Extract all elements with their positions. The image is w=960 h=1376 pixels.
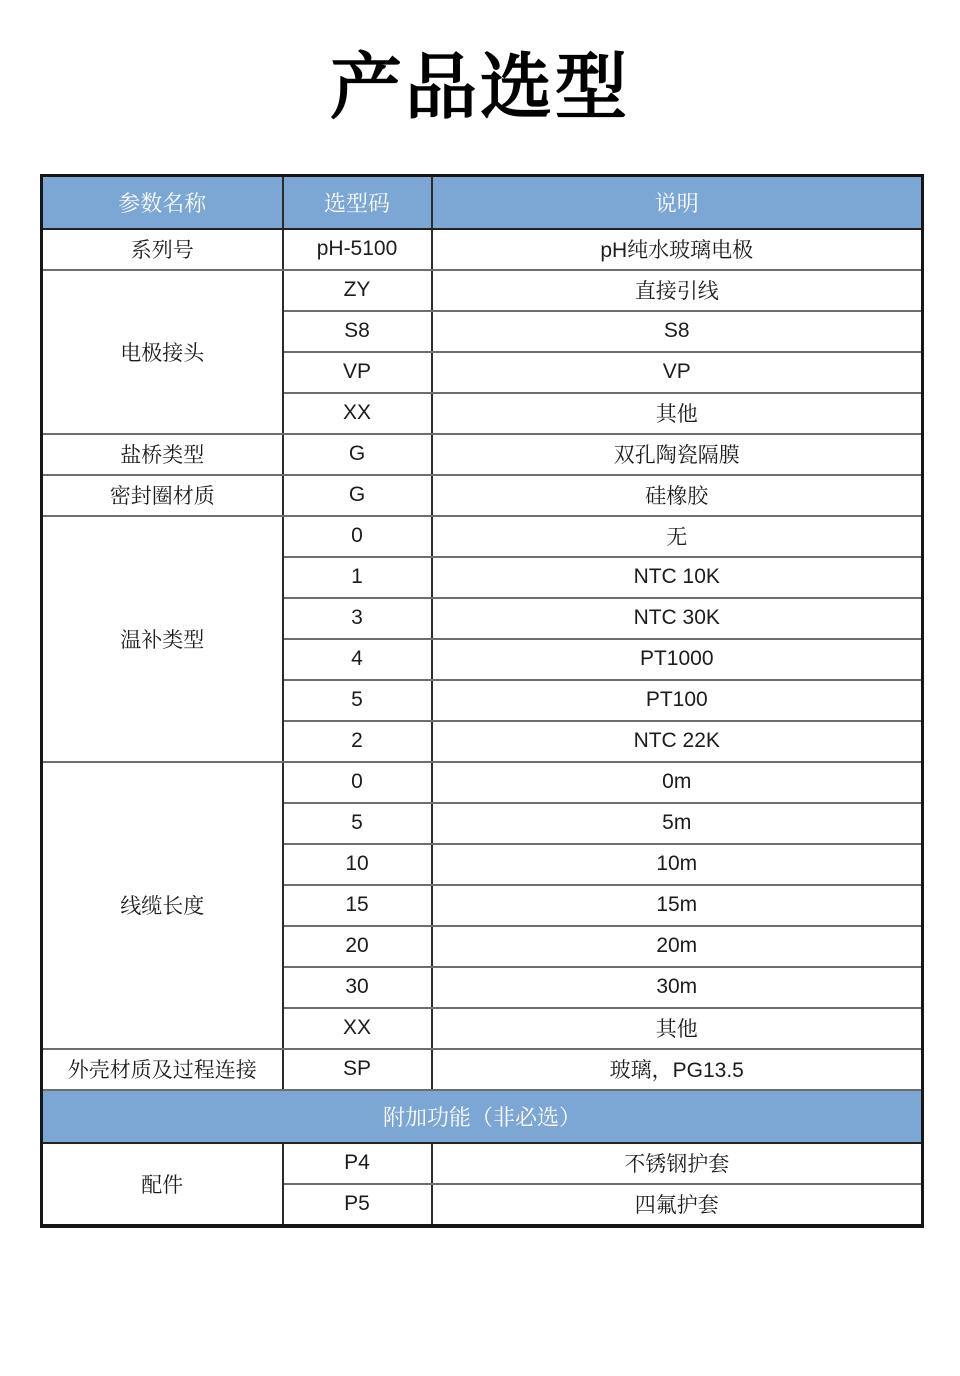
parameter-name-cell: 外壳材质及过程连接 [42, 1049, 283, 1090]
description-cell: 玻璃，PG13.5 [432, 1049, 923, 1090]
parameter-name-cell: 盐桥类型 [42, 434, 283, 475]
description-cell: 20m [432, 926, 923, 967]
description-cell: 其他 [432, 1008, 923, 1049]
selection-code-cell: 4 [283, 639, 432, 680]
selection-code-cell: XX [283, 1008, 432, 1049]
description-cell: 30m [432, 967, 923, 1008]
parameter-name-cell: 密封圈材质 [42, 475, 283, 516]
selection-code-cell: 0 [283, 762, 432, 803]
column-header-parameter-name: 参数名称 [42, 175, 283, 229]
description-cell: 15m [432, 885, 923, 926]
description-cell: 四氟护套 [432, 1184, 923, 1226]
description-cell: S8 [432, 311, 923, 352]
selection-code-cell: 0 [283, 516, 432, 557]
selection-code-cell: 20 [283, 926, 432, 967]
description-cell: 5m [432, 803, 923, 844]
selection-code-cell: G [283, 434, 432, 475]
description-cell: PT1000 [432, 639, 923, 680]
column-header-selection-code: 选型码 [283, 175, 432, 229]
selection-code-cell: 10 [283, 844, 432, 885]
selection-code-cell: pH-5100 [283, 229, 432, 270]
description-cell: NTC 10K [432, 557, 923, 598]
table-row [42, 229, 923, 270]
description-cell: 硅橡胶 [432, 475, 923, 516]
selection-code-cell: XX [283, 393, 432, 434]
selection-code-cell: S8 [283, 311, 432, 352]
selection-code-cell: P4 [283, 1143, 432, 1184]
selection-code-cell: 30 [283, 967, 432, 1008]
additional-functions-band-row [42, 1090, 923, 1143]
parameter-name-cell: 线缆长度 [42, 762, 283, 1049]
selection-code-cell: G [283, 475, 432, 516]
selection-code-cell: 3 [283, 598, 432, 639]
column-header-description: 说明 [432, 175, 923, 229]
description-cell: PT100 [432, 680, 923, 721]
table-row [42, 270, 923, 311]
selection-code-cell: ZY [283, 270, 432, 311]
description-cell: VP [432, 352, 923, 393]
product-selection-table [40, 174, 924, 1228]
parameter-name-cell: 配件 [42, 1143, 283, 1226]
table-row [42, 1049, 923, 1090]
description-cell: pH纯水玻璃电极 [432, 229, 923, 270]
selection-code-cell: 15 [283, 885, 432, 926]
description-cell: NTC 22K [432, 721, 923, 762]
description-cell: 10m [432, 844, 923, 885]
description-cell: 不锈钢护套 [432, 1143, 923, 1184]
description-cell: 0m [432, 762, 923, 803]
page [0, 42, 960, 1228]
parameter-name-cell: 电极接头 [42, 270, 283, 434]
parameter-name-cell: 系列号 [42, 229, 283, 270]
description-cell: NTC 30K [432, 598, 923, 639]
selection-code-cell: 5 [283, 803, 432, 844]
description-cell: 直接引线 [432, 270, 923, 311]
selection-code-cell: 2 [283, 721, 432, 762]
selection-code-cell: SP [283, 1049, 432, 1090]
page-title: 产品选型 [329, 48, 630, 128]
selection-code-cell: 5 [283, 680, 432, 721]
selection-code-cell: 1 [283, 557, 432, 598]
table-row [42, 762, 923, 803]
table-row [42, 434, 923, 475]
table-header-row [42, 175, 923, 229]
additional-functions-band-label: 附加功能（非必选） [42, 1090, 923, 1143]
description-cell: 双孔陶瓷隔膜 [432, 434, 923, 475]
table-row [42, 1143, 923, 1184]
parameter-name-cell: 温补类型 [42, 516, 283, 762]
description-cell: 其他 [432, 393, 923, 434]
table-body [42, 229, 923, 1226]
selection-code-cell: VP [283, 352, 432, 393]
selection-code-cell: P5 [283, 1184, 432, 1226]
table-row [42, 516, 923, 557]
description-cell: 无 [432, 516, 923, 557]
table-row [42, 475, 923, 516]
